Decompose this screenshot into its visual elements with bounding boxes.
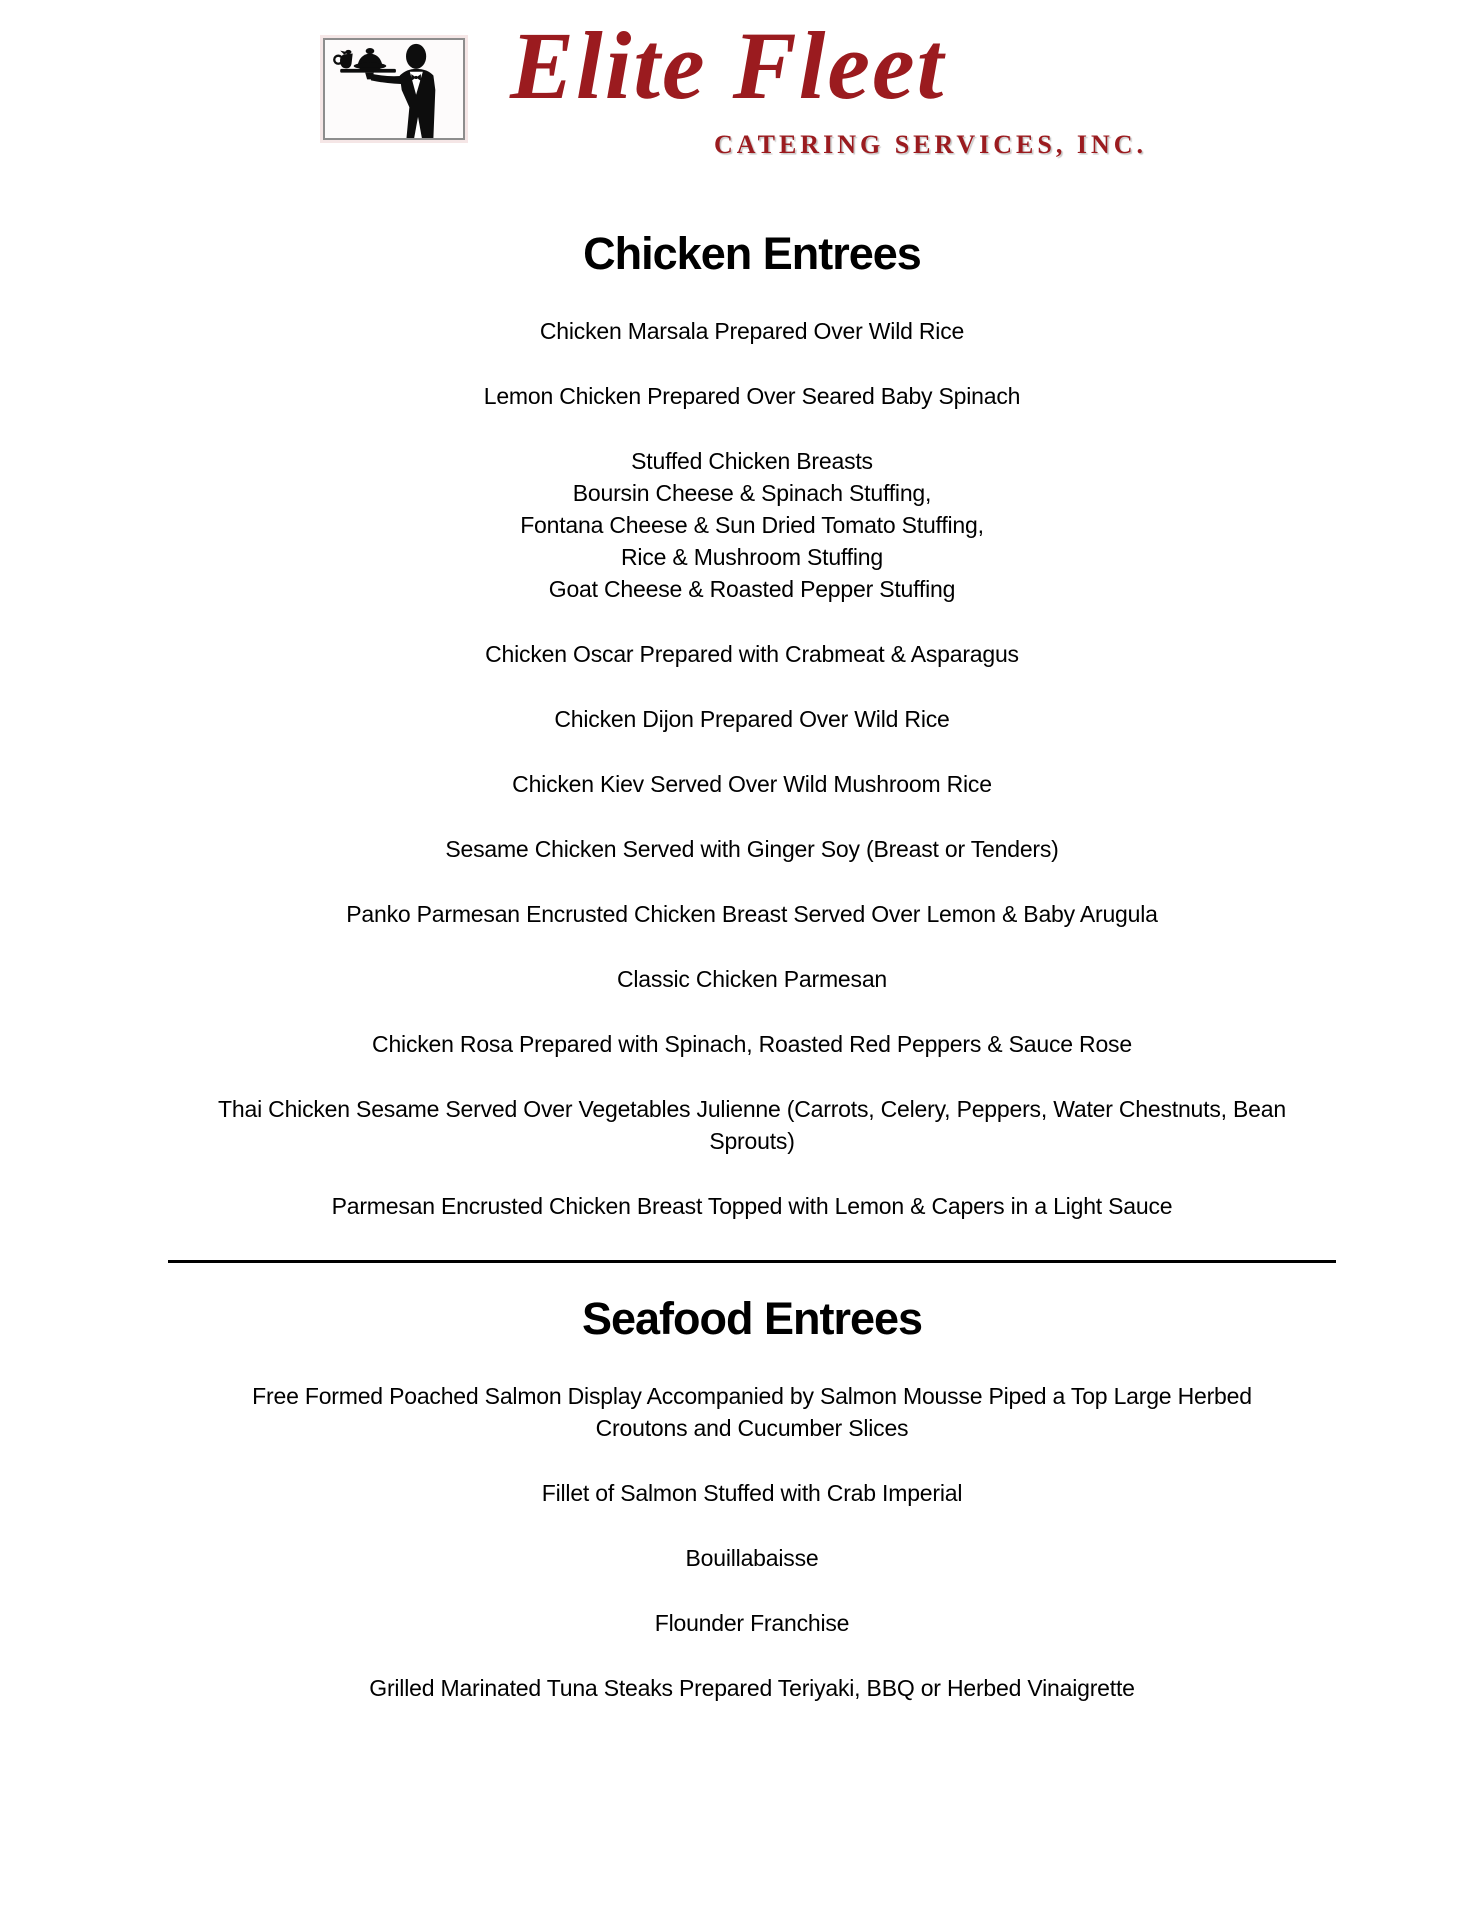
menu-item [168, 1093, 1336, 1157]
menu-item [168, 1477, 1336, 1509]
menu-item-line: Chicken Rosa Prepared with Spinach, Roasted Red Peppers & Sauce Rose [372, 1031, 1132, 1057]
menu-item [168, 1672, 1336, 1704]
menu-item-line: Free Formed Poached Salmon Display Accompanied by Salmon Mousse Piped a Top Large Herbed [252, 1383, 1252, 1409]
menu-item-line: Chicken Marsala Prepared Over Wild Rice [539, 318, 965, 344]
menu-item-line: Fontana Cheese & Sun Dried Tomato Stuffing, [520, 512, 984, 538]
menu-item [168, 833, 1336, 865]
menu-item [168, 638, 1336, 670]
menu-item-line: Sprouts) [709, 1128, 795, 1154]
menu-item-line: Chicken Kiev Served Over Wild Mushroom Rice [512, 771, 992, 797]
menu-item [168, 898, 1336, 930]
section-title: Seafood Entrees [581, 1293, 923, 1344]
menu-item-line: Bouillabaisse [685, 1545, 819, 1571]
menu-item-line: Sesame Chicken Served with Ginger Soy (Breast or Tenders) [445, 836, 1059, 862]
menu-item [168, 1190, 1336, 1222]
menu-item-line: Rice & Mushroom Stuffing [621, 544, 883, 570]
menu-item [168, 1542, 1336, 1574]
menu-item [168, 768, 1336, 800]
menu-item-line: Classic Chicken Parmesan [616, 966, 888, 992]
brand-caption: CATERING SERVICES, INC. [714, 130, 1148, 159]
menu-item-line: Stuffed Chicken Breasts [631, 448, 873, 474]
menu-item-line: Goat Cheese & Roasted Pepper Stuffing [548, 576, 956, 602]
menu-item [168, 963, 1336, 995]
section-divider [168, 1260, 1336, 1263]
waiter-with-tray-icon [325, 40, 463, 138]
menu-item-line: Thai Chicken Sesame Served Over Vegetables Julienne (Carrots, Celery, Peppers, Water Chestnuts, Bean [218, 1096, 1286, 1122]
brand-header [0, 0, 1484, 180]
menu-item-line: Lemon Chicken Prepared Over Seared Baby Spinach [483, 383, 1021, 409]
section-title: Chicken Entrees [583, 228, 921, 279]
menu-item-line: Boursin Cheese & Spinach Stuffing, [572, 480, 932, 506]
menu-item-line: Chicken Dijon Prepared Over Wild Rice [554, 706, 950, 732]
menu-item [168, 1380, 1336, 1444]
brand-name: Elite Fleet [510, 12, 946, 119]
menu-item [168, 1607, 1336, 1639]
menu-item [168, 315, 1336, 347]
menu-body [168, 180, 1336, 1704]
menu-item-line: Parmesan Encrusted Chicken Breast Topped with Lemon & Capers in a Light Sauce [331, 1193, 1173, 1219]
menu-item [168, 380, 1336, 412]
menu-item-line: Panko Parmesan Encrusted Chicken Breast Served Over Lemon & Baby Arugula [346, 901, 1158, 927]
menu-item-line: Grilled Marinated Tuna Steaks Prepared Teriyaki, BBQ or Herbed Vinaigrette [369, 1675, 1135, 1701]
menu-item [168, 445, 1336, 605]
menu-item [168, 703, 1336, 735]
menu-item-line: Chicken Oscar Prepared with Crabmeat & Asparagus [485, 641, 1019, 667]
menu-item [168, 1028, 1336, 1060]
menu-item-line: Fillet of Salmon Stuffed with Crab Imperial [541, 1480, 963, 1506]
menu-item-line: Flounder Franchise [654, 1610, 850, 1636]
caterer-logo [323, 38, 465, 140]
menu-item-line: Croutons and Cucumber Slices [595, 1415, 909, 1441]
